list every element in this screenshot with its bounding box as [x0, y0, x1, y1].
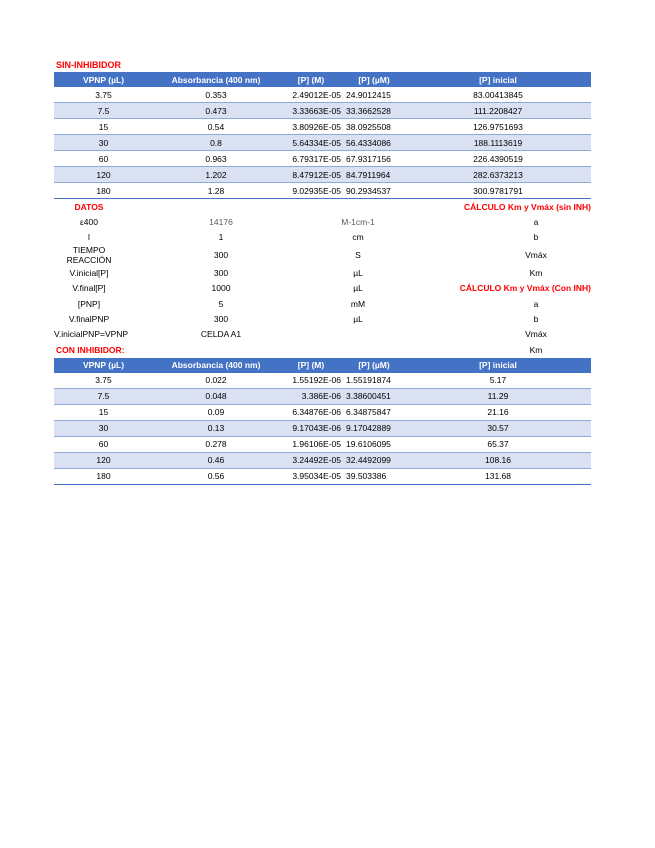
datos-label: V.inicialPNP=VPNP: [54, 329, 129, 340]
datos-unit: µL: [353, 283, 363, 294]
datos-value: 1: [218, 232, 224, 243]
p-m-cell: 3.33663E-05: [279, 103, 343, 119]
vpnp-cell: 30: [54, 420, 153, 436]
p-m-cell: 6.79317E-05: [279, 151, 343, 167]
calc-label: Vmáx: [525, 329, 547, 340]
datos-title: DATOS: [74, 201, 104, 212]
p-inicial-cell: 226.4390519: [405, 151, 591, 167]
p-m-cell: 8.47912E-05: [279, 167, 343, 183]
calc-label: a: [533, 217, 539, 228]
header-p-um: [P] (µM): [343, 72, 405, 87]
vpnp-cell: 180: [54, 468, 153, 484]
p-inicial-cell: 188.1113619: [405, 135, 591, 151]
datos-value: 300: [213, 314, 229, 325]
vpnp-cell: 60: [54, 151, 153, 167]
p-um-cell: 38.0925508: [343, 119, 405, 135]
datos-unit: mM: [350, 298, 366, 309]
header-absorbancia: Absorbancia (400 nm): [153, 72, 279, 87]
p-inicial-cell: 30.57: [405, 420, 591, 436]
vpnp-cell: 7.5: [54, 103, 153, 119]
p-m-cell: 1.96106E-05: [279, 436, 343, 452]
calc-label: Vmáx: [525, 250, 547, 261]
p-m-cell: 1.55192E-06: [279, 373, 343, 389]
datos-row: [54, 214, 591, 229]
datos-label: l: [88, 232, 90, 243]
table-row: [54, 151, 591, 167]
p-um-cell: 90.2934537: [343, 183, 405, 199]
p-inicial-cell: 83.00413845: [405, 87, 591, 103]
datos-spacer: [398, 296, 481, 311]
datos-row: [54, 327, 591, 342]
p-um-cell: 32.4492099: [343, 452, 405, 468]
p-m-cell: 6.34876E-06: [279, 404, 343, 420]
table-row: [54, 119, 591, 135]
vpnp-cell: 15: [54, 119, 153, 135]
datos-spacer: [398, 265, 481, 280]
table-row: [54, 87, 591, 103]
p-m-cell: 5.64334E-05: [279, 135, 343, 151]
datos-spacer: [398, 214, 481, 229]
datos-label: ε400: [80, 217, 98, 228]
p-um-cell: 67.9317156: [343, 151, 405, 167]
header-absorbancia: Absorbancia (400 nm): [153, 358, 279, 373]
p-inicial-cell: 300.9781791: [405, 183, 591, 199]
calc-con-inh-title: CÁLCULO Km y Vmáx (Con INH): [459, 283, 592, 294]
p-inicial-cell: 111.2208427: [405, 103, 591, 119]
table-row: [54, 183, 591, 199]
vpnp-cell: 180: [54, 183, 153, 199]
table-row: [54, 373, 591, 389]
calc-label: Km: [529, 267, 543, 278]
table-row: [54, 167, 591, 183]
absorbancia-cell: 0.8: [153, 135, 279, 151]
vpnp-cell: 120: [54, 167, 153, 183]
datos-label: V.inicial[P]: [69, 267, 109, 278]
datos-value: 1000: [211, 283, 231, 294]
absorbancia-cell: 0.56: [153, 468, 279, 484]
vpnp-cell: 3.75: [54, 373, 153, 389]
datos-value: 300: [213, 267, 229, 278]
header-p-um: [P] (µM): [343, 358, 405, 373]
datos-spacer: [398, 311, 481, 326]
header-p-inicial: [P] inicial: [405, 72, 591, 87]
p-um-cell: 6.34875847: [343, 404, 405, 420]
spreadsheet-sheet: [54, 58, 591, 485]
absorbancia-cell: 0.473: [153, 103, 279, 119]
table-row: [54, 103, 591, 119]
absorbancia-cell: 1.202: [153, 167, 279, 183]
absorbancia-cell: 0.048: [153, 388, 279, 404]
absorbancia-cell: 0.963: [153, 151, 279, 167]
p-um-cell: 19.6106095: [343, 436, 405, 452]
table-row: [54, 388, 591, 404]
vpnp-cell: 60: [54, 436, 153, 452]
p-um-cell: 3.38600451: [343, 388, 405, 404]
p-m-cell: 3.80926E-05: [279, 119, 343, 135]
datos-unit: [318, 327, 398, 342]
table-row: [54, 452, 591, 468]
sin-inhibidor-table: [54, 72, 591, 199]
datos-row: [54, 230, 591, 245]
p-um-cell: 39.503386: [343, 468, 405, 484]
datos-value: CELDA A1: [200, 329, 242, 340]
datos-unit: cm: [352, 232, 364, 243]
datos-label: V.finalPNP: [68, 314, 110, 325]
table-header-row: [54, 358, 591, 373]
datos-unit: M-1cm-1: [341, 217, 375, 228]
absorbancia-cell: 0.09: [153, 404, 279, 420]
vpnp-cell: 15: [54, 404, 153, 420]
absorbancia-cell: 0.46: [153, 452, 279, 468]
table-row: [54, 436, 591, 452]
con-inhibidor-title: CON INHIBIDOR:: [56, 344, 125, 355]
datos-spacer: [398, 230, 481, 245]
datos-value: 14176: [209, 217, 233, 228]
p-inicial-cell: 108.16: [405, 452, 591, 468]
datos-unit: µL: [353, 314, 363, 325]
p-um-cell: 84.7911964: [343, 167, 405, 183]
absorbancia-cell: 0.353: [153, 87, 279, 103]
p-m-cell: 3.95034E-05: [279, 468, 343, 484]
p-inicial-cell: 131.68: [405, 468, 591, 484]
p-inicial-cell: 282.6373213: [405, 167, 591, 183]
table-row: [54, 135, 591, 151]
absorbancia-cell: 0.022: [153, 373, 279, 389]
table-row: [54, 420, 591, 436]
table-header-row: [54, 72, 591, 87]
p-um-cell: 9.17042889: [343, 420, 405, 436]
datos-spacer: [398, 327, 481, 342]
header-p-m: [P] (M): [279, 358, 343, 373]
calc-label: Km: [529, 344, 543, 355]
absorbancia-cell: 0.13: [153, 420, 279, 436]
header-vpnp: VPNP (µL): [54, 72, 153, 87]
p-inicial-cell: 5.17: [405, 373, 591, 389]
table-row: [54, 468, 591, 484]
datos-block: [54, 199, 591, 358]
table-row: [54, 404, 591, 420]
datos-row: [54, 342, 591, 357]
calc-label: b: [533, 314, 539, 325]
p-m-cell: 2.49012E-05: [279, 87, 343, 103]
datos-value: 5: [218, 298, 224, 309]
header-p-m: [P] (M): [279, 72, 343, 87]
p-inicial-cell: 11.29: [405, 388, 591, 404]
p-inicial-cell: 65.37: [405, 436, 591, 452]
datos-title-row: [54, 199, 591, 214]
calc-sin-inh-title: CÁLCULO Km y Vmáx (sin INH): [463, 201, 592, 212]
header-vpnp: VPNP (µL): [54, 358, 153, 373]
absorbancia-cell: 0.54: [153, 119, 279, 135]
p-inicial-cell: 21.16: [405, 404, 591, 420]
datos-row: [54, 281, 591, 296]
p-m-cell: 3.24492E-05: [279, 452, 343, 468]
p-um-cell: 1.55191874: [343, 373, 405, 389]
datos-unit: µL: [353, 267, 363, 278]
p-inicial-cell: 126.9751693: [405, 119, 591, 135]
absorbancia-cell: 0.278: [153, 436, 279, 452]
vpnp-cell: 3.75: [54, 87, 153, 103]
vpnp-cell: 120: [54, 452, 153, 468]
p-um-cell: 24.9012415: [343, 87, 405, 103]
datos-row: [54, 245, 591, 265]
datos-spacer: [398, 245, 481, 265]
vpnp-cell: 30: [54, 135, 153, 151]
con-inhibidor-table: [54, 358, 591, 485]
datos-row: [54, 311, 591, 326]
p-um-cell: 56.4334086: [343, 135, 405, 151]
sin-inhibidor-title: SIN-INHIBIDOR: [56, 60, 121, 70]
absorbancia-cell: 1.28: [153, 183, 279, 199]
datos-label: [PNP]: [77, 298, 101, 309]
calc-label: a: [533, 298, 539, 309]
p-m-cell: 3.386E-06: [279, 388, 343, 404]
datos-row: [54, 265, 591, 280]
datos-label: TIEMPO REACCIÓN: [66, 245, 112, 266]
p-m-cell: 9.17043E-06: [279, 420, 343, 436]
header-p-inicial: [P] inicial: [405, 358, 591, 373]
p-um-cell: 33.3662528: [343, 103, 405, 119]
datos-unit: S: [355, 250, 361, 261]
calc-label: b: [533, 232, 539, 243]
datos-label: V.final[P]: [72, 283, 106, 294]
datos-value: 300: [213, 250, 229, 261]
datos-row: [54, 296, 591, 311]
vpnp-cell: 7.5: [54, 388, 153, 404]
p-m-cell: 9.02935E-05: [279, 183, 343, 199]
